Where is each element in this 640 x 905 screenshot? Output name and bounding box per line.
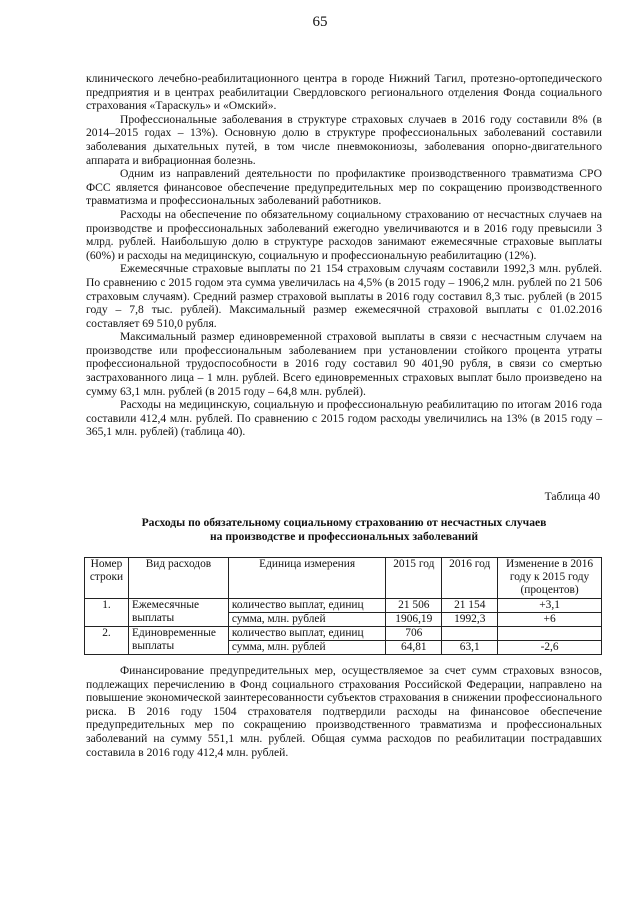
unit-cell: количество выплат, единиц — [228, 627, 385, 641]
table-title — [86, 516, 602, 544]
header-row-number: Номер строки — [85, 558, 129, 599]
table-title-line-2: на производстве и профессиональных заболеваний — [209, 530, 478, 543]
header-2016: 2016 год — [442, 558, 498, 599]
table-row — [85, 598, 602, 612]
paragraph-5: Ежемесячные страховые выплаты по 21 154 страховым случаям составили 1992,3 млн. рублей. По сравнению с 2015 годом эта сумма увеличилась на 4,5% (в 2015 году – 1906,2 млн. рублей по 21 506 страховым случаям). Средний размер страховой выплаты в 2016 году составил 8,3 тыс. рублей (в 2015 году – 7,8 тыс. рублей). Максимальный размер ежемесячной страховой выплаты с 01.02.2016 составляет 69 510,0 рубля. — [86, 262, 602, 330]
value-2016 — [442, 627, 498, 641]
value-change: +3,1 — [498, 598, 602, 612]
row-number: 1. — [85, 598, 129, 626]
value-2015: 21 506 — [386, 598, 442, 612]
value-2016: 1992,3 — [442, 612, 498, 626]
header-2015: 2015 год — [386, 558, 442, 599]
table-label: Таблица 40 — [544, 490, 600, 503]
paragraph-3: Одним из направлений деятельности по профилактике производственного травматизма СРО ФСС является финансовое обеспечение предупредительных мер по сокращению производственного травматизма и профессиональных заболеваний работников. — [86, 167, 602, 208]
paragraph-7: Расходы на медицинскую, социальную и профессиональную реабилитацию по итогам 2016 года составили 412,4 млн. рублей. По сравнению с 2015 годом расходы увеличились на 13% (в 2015 году – 365,1 млн. рублей) (таблица 40). — [86, 398, 602, 439]
value-change: -2,6 — [498, 641, 602, 655]
unit-cell: сумма, млн. рублей — [228, 612, 385, 626]
row-number: 2. — [85, 627, 129, 655]
table-title-line-1: Расходы по обязательному социальному страхованию от несчастных случаев — [141, 516, 547, 529]
body-text-bottom — [86, 664, 602, 759]
header-unit: Единица измерения — [228, 558, 385, 599]
paragraph-4: Расходы на обеспечение по обязательному социальному страхованию от несчастных случаев на производстве и профессиональных заболеваний ежегодно увеличиваются и в 2016 году превысили 3 млрд. рублей. Наибольшую долю в структуре расходов занимают ежемесячные страховые выплаты (60%) и расходы на медицинскую, социальную и профессиональную реабилитацию (12%). — [86, 207, 602, 262]
header-expense-type: Вид расходов — [128, 558, 228, 599]
paragraph-2: Профессиональные заболевания в структуре страховых случаев в 2016 году составили 8% (в 2014–2015 годах – 13%). Основную долю в структуре профессиональных заболеваний составили заболевания дыхательных путей, в том числе пневмокониозы, заболевания опорно-двигательного аппарата и вибрационная болезнь. — [86, 112, 602, 167]
unit-cell: количество выплат, единиц — [228, 598, 385, 612]
page-number: 65 — [312, 14, 328, 30]
value-2016: 63,1 — [442, 641, 498, 655]
table-header-row — [85, 558, 602, 599]
value-2015: 1906,19 — [386, 612, 442, 626]
expense-type: Единовременные выплаты — [128, 627, 228, 655]
body-text-top — [86, 72, 602, 439]
unit-cell: сумма, млн. рублей — [228, 641, 385, 655]
value-change: +6 — [498, 612, 602, 626]
paragraph-8: Финансирование предупредительных мер, осуществляемое за счет сумм страховых взносов, подлежащих перечислению в Фонд социального страхования Российской Федерации, направлено на повышение экономической заинтересованности субъектов страхования в снижении профессионального риска. В 2016 году 1504 страхователя подтвердили расходы на финансовое обеспечение предупредительных мер по сокращению производственного травматизма и профессиональных заболеваний на сумму 551,1 млн. рублей. Общая сумма расходов по реабилитации пострадавших составила в 2016 году 412,4 млн. рублей. — [86, 664, 602, 759]
value-2015: 64,81 — [386, 641, 442, 655]
expenses-table — [84, 557, 602, 655]
paragraph-1: клинического лечебно-реабилитационного центра в городе Нижний Тагил, протезно-ортопедического предприятия и в центрах реабилитации Свердловского регионального отделения Фонда социального страхования «Тараскуль» и «Омский». — [86, 72, 602, 113]
value-change — [498, 627, 602, 641]
paragraph-6: Максимальный размер единовременной страховой выплаты в связи с несчастным случаем на производстве или профессиональным заболеванием при установлении стойкого процента утраты профессиональной трудоспособности в 2016 году составил 90 401,90 рубля, в связи со смертью застрахованного лица – 1 млн. рублей. Всего единовременных страховых выплат было произведено на сумму 63,1 млн. рублей (в 2015 году – 64,8 млн. рублей). — [86, 330, 602, 398]
value-2016: 21 154 — [442, 598, 498, 612]
header-change: Изменение в 2016 году к 2015 году (процентов) — [498, 558, 602, 599]
value-2015: 706 — [386, 627, 442, 641]
table-row — [85, 627, 602, 641]
expense-type: Ежемесячные выплаты — [128, 598, 228, 626]
